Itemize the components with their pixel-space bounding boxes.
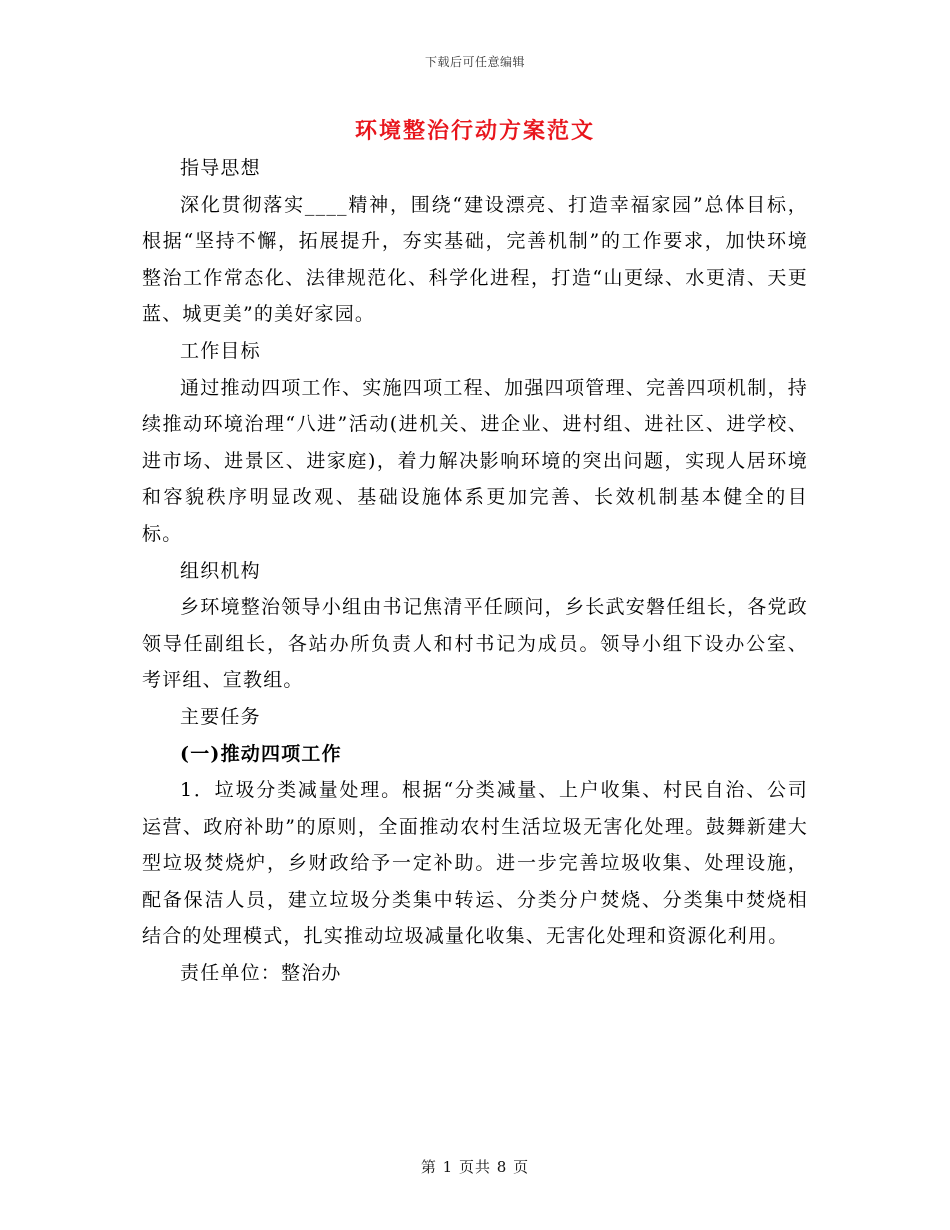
section-heading-org: 组织机构 <box>180 559 261 582</box>
section-heading-guiding: 指导思想 <box>180 157 261 179</box>
responsible-unit: 责任单位：整治办 <box>180 962 342 985</box>
page-footer: 第 1 页共 8 页 <box>420 1158 530 1176</box>
section-heading-tasks: 主要任务 <box>180 705 261 728</box>
task-item-1: 1．垃圾分类减量处理。根据“分类减量、上户收集、村民自治、公司运营、政府补助”的原则，全面推动农村生活垃圾无害化处理。鼓舞新建大型垃圾焚烧炉，乡财政给予一定补助。进一步完善垃圾收集、处理设施，配备保洁人员，建立垃圾分类集中转运、分类分户焚烧、分类集中焚烧相结合的处理模式，扎实推动垃圾减量化收集、无害化处理和资源化利用。 <box>142 779 808 948</box>
document-title: 环境整治行动方案范文 <box>354 118 595 144</box>
section-text-guiding: 深化贯彻落实____精神，围绕“建设漂亮、打造幸福家园”总体目标，根据“坚持不懈，拓展提升，夯实基础，完善机制”的工作要求，加快环境整治工作常态化、法律规范化、科学化进程，打造“山更绿、水更清、天更蓝、城更美”的美好家园。 <box>142 193 808 326</box>
section-text-goal: 通过推动四项工作、实施四项工程、加强四项管理、完善四项机制，持续推动环境治理“八进”活动(进机关、进企业、进村组、进社区、进学校、进市场、进景区、进家庭)，着力解决影响环境的突出问题，实现人居环境和容貌秩序明显改观、基础设施体系更加完善、长效机制基本健全的目标。 <box>142 376 808 545</box>
document-body <box>142 150 808 992</box>
section-heading-goal: 工作目标 <box>180 339 261 362</box>
sub-heading-four-works: (一)推动四项工作 <box>180 742 342 765</box>
header-note: 下载后可任意编辑 <box>424 55 525 69</box>
section-text-org: 乡环境整治领导小组由书记焦清平任顾问，乡长武安磐任组长，各党政领导任副组长，各站办所负责人和村书记为成员。领导小组下设办公室、考评组、宣教组。 <box>142 596 808 692</box>
